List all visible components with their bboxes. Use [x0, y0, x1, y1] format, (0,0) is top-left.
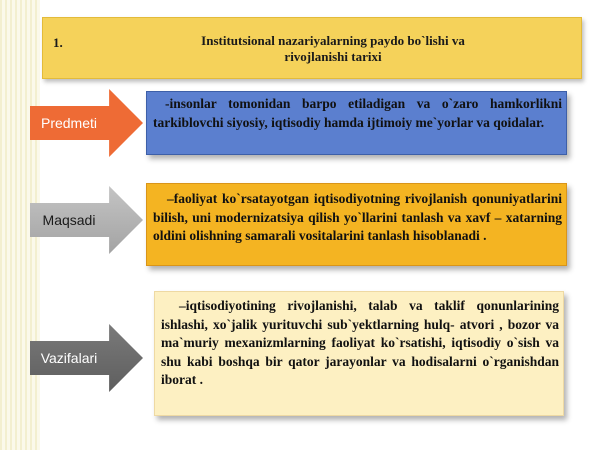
- vazifalari-label: Vazifalari: [40, 350, 98, 366]
- title-line-1: Institutsional nazariyalarning paydo bo`lishi va: [201, 33, 465, 48]
- title-line-2: rivojlanishi tarixi: [284, 49, 382, 64]
- maqsadi-label: Maqsadi: [42, 212, 96, 228]
- predmeti-label: Predmeti: [40, 115, 98, 131]
- vazifalari-text: –iqtisodiyotining rivojlanishi, talab va taklif qonunlarining ishlashi, xo`jalik yurituvchi sub`yektlarning hulq- atvori , bozor va ma`muriy mexanizmlarning faoliyat ko`rsatishi, iqtisodiy o`sish va shu kabi boshqa bir qator jarayonlar va hodisalarni o`rganishdan iborat .: [161, 298, 559, 387]
- section-number: 1.: [53, 35, 63, 50]
- maqsadi-text: –faoliyat ko`rsatayotgan iqtisodiyotning rivojlanish qonuniyatlarini bilish, uni modernizatsiya qilish yo`llarini tanlash va xavf – xatarning oldini olishning samarali vositalarini tanlash hisoblanadi .: [153, 191, 562, 243]
- slide-title: [143, 33, 523, 65]
- predmeti-description-box: [146, 91, 567, 155]
- title-banner: [42, 17, 582, 79]
- predmeti-text: -insonlar tomonidan barpo etiladigan va o`zaro hamkorlikni tarkiblovchi siyosiy, iqtisodiy hamda ijtimoiy me`yorlar va qoidalar.: [153, 96, 562, 130]
- vazifalari-description-box: [154, 291, 564, 416]
- maqsadi-description-box: [146, 183, 567, 266]
